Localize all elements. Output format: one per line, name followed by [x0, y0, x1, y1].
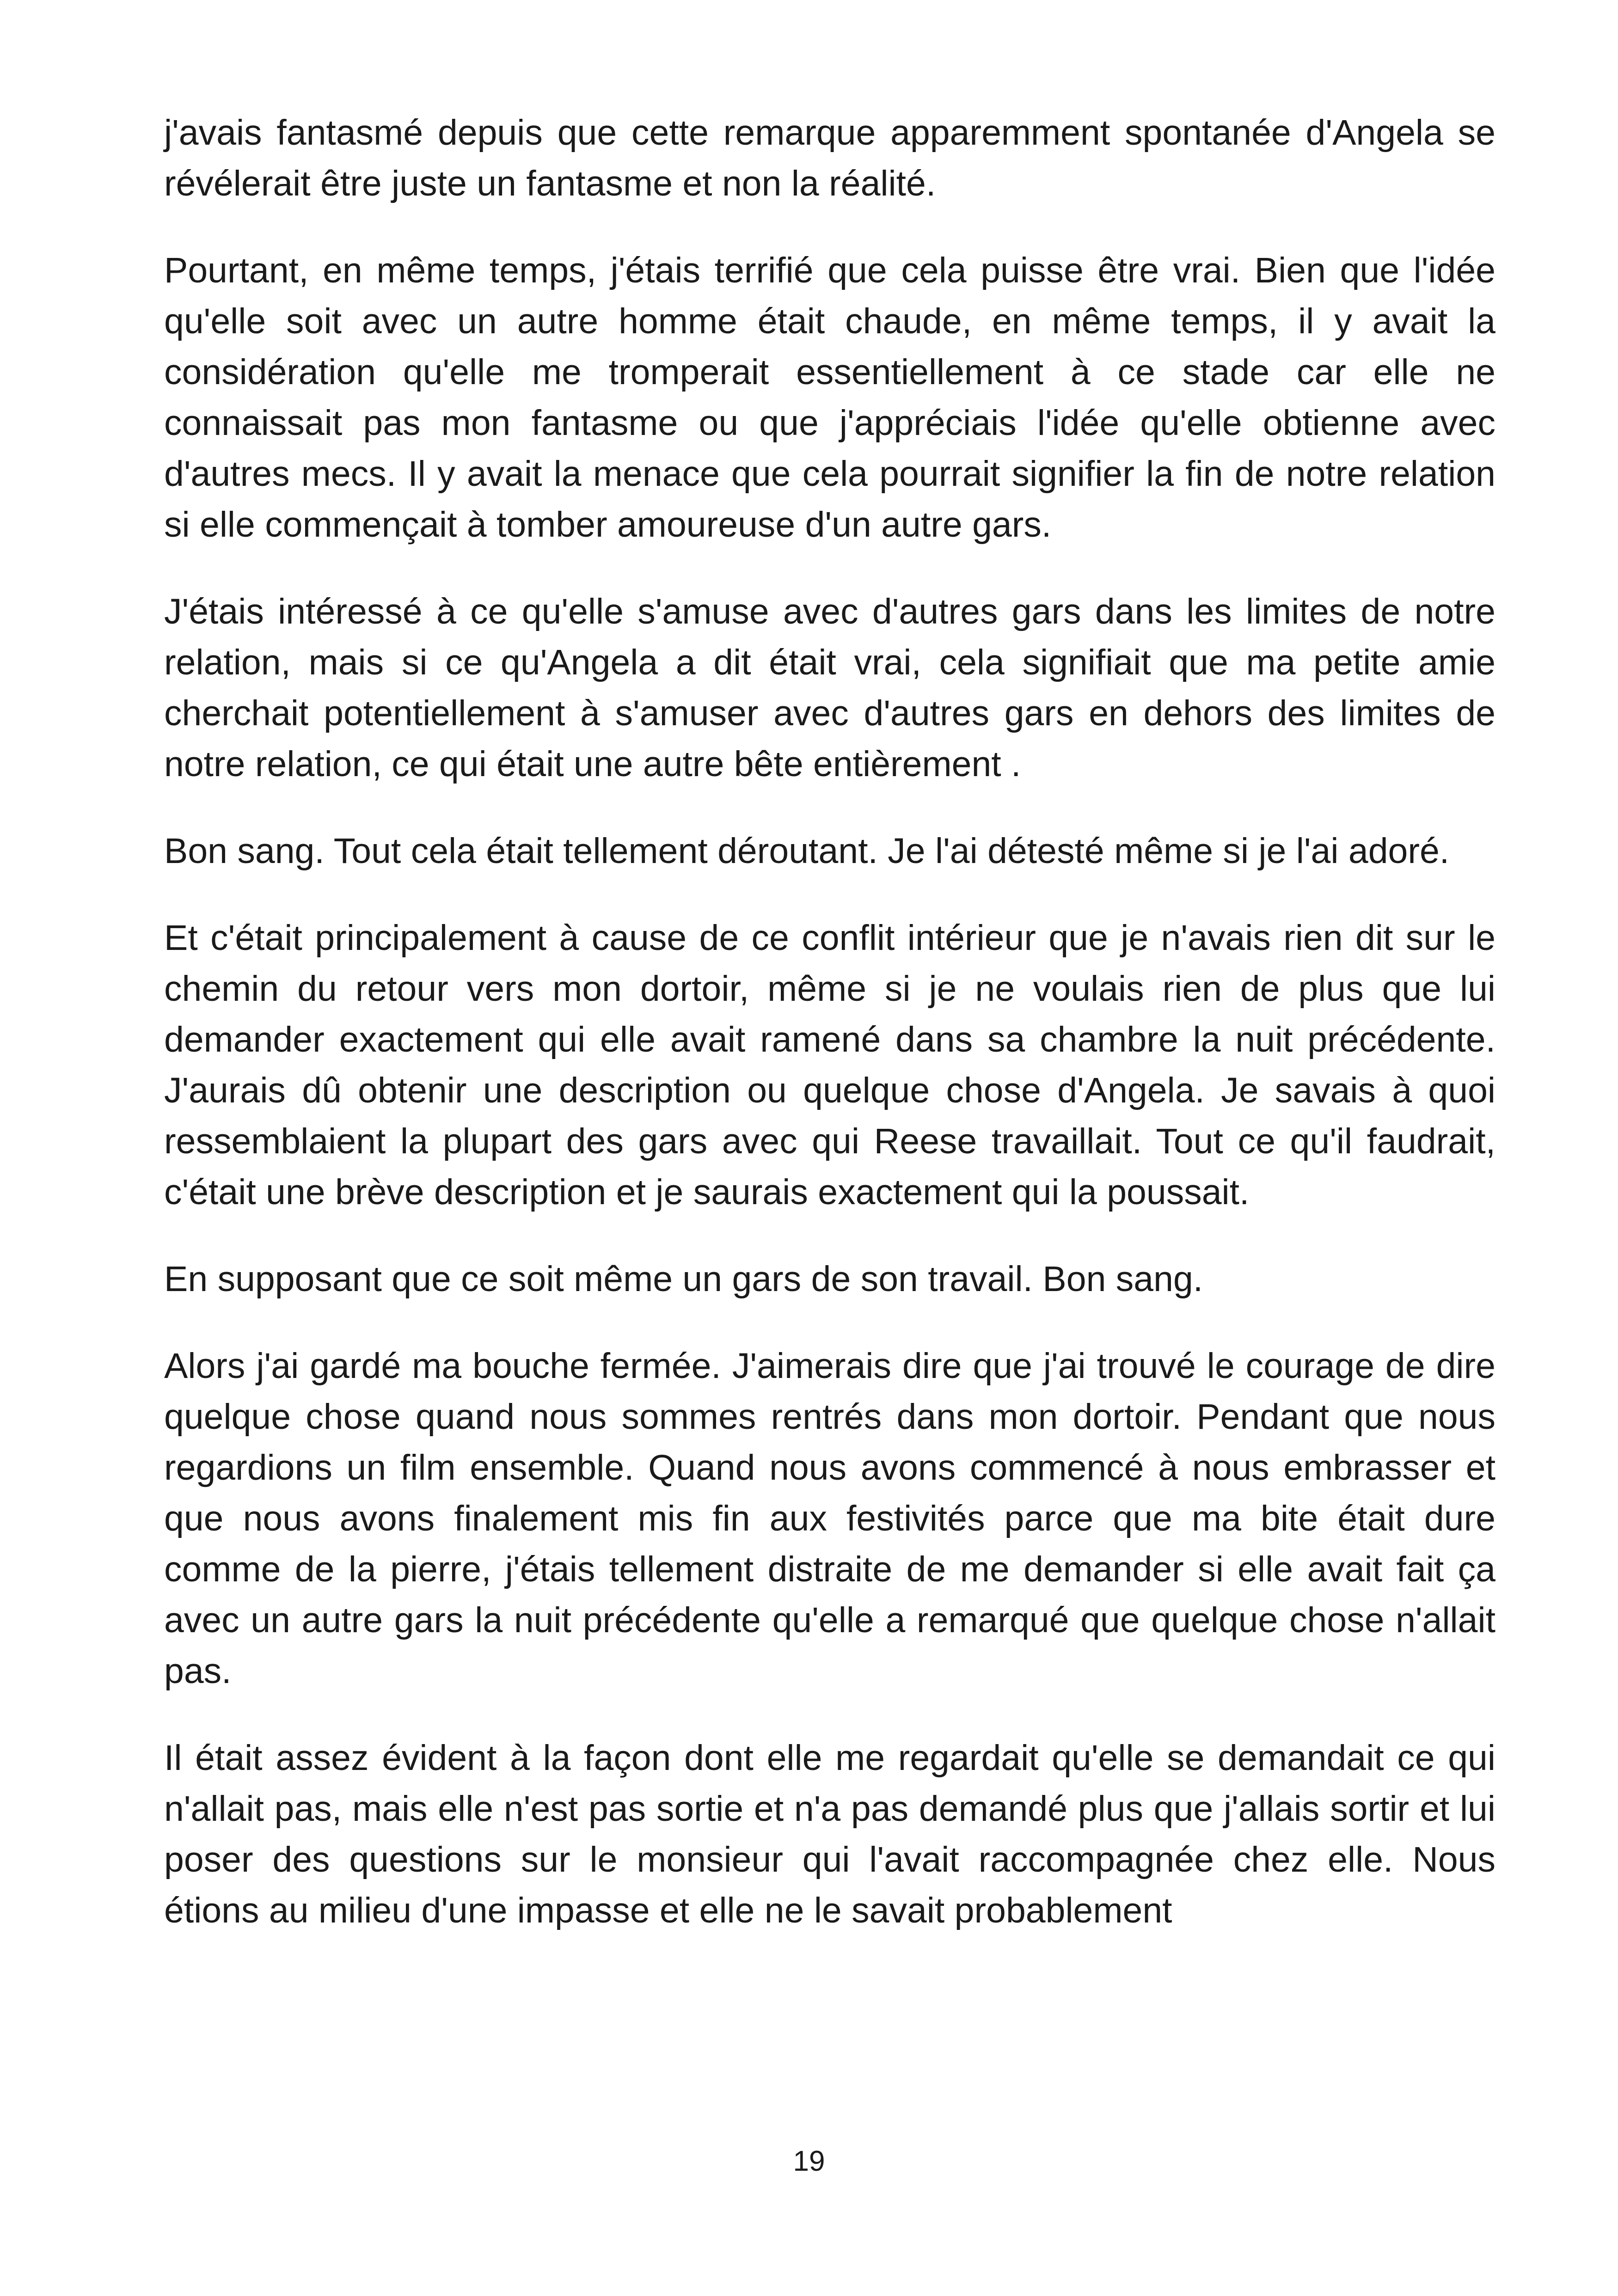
- paragraph: Bon sang. Tout cela était tellement déroutant. Je l'ai détesté même si je l'ai adoré.: [164, 831, 1450, 871]
- paragraph: Alors j'ai gardé ma bouche fermée. J'aimerais dire que j'ai trouvé le courage de dire quelque chose quand nous sommes rentrés dans mon dortoir. Pendant que nous regardions un film ensemble. Quand nous avons commencé à nous embrasser et que nous avons finalement mis fin aux festivités parce que ma bite était dure comme de la pierre, j'étais tellement distraite de me demander si elle avait fait ça avec un autre gars la nuit précédente qu'elle a remarqué que quelque chose n'allait pas.: [164, 1346, 1495, 1691]
- paragraph: Il était assez évident à la façon dont elle me regardait qu'elle se demandait ce qui n'allait pas, mais elle n'est pas sortie et n'a pas demandé plus que j'allais sortir et lui poser des questions sur le monsieur qui l'avait raccompagnée chez elle. Nous étions au milieu d'une impasse et elle ne le savait probablement: [164, 1738, 1495, 1930]
- paragraph: En supposant que ce soit même un gars de son travail. Bon sang.: [164, 1259, 1203, 1299]
- body-text: [164, 107, 1495, 1972]
- paragraph: Et c'était principalement à cause de ce conflit intérieur que je n'avais rien dit sur le chemin du retour vers mon dortoir, même si je ne voulais rien de plus que lui demander exactement qui elle avait ramené dans sa chambre la nuit précédente. J'aurais dû obtenir une description ou quelque chose d'Angela. Je savais à quoi ressemblaient la plupart des gars avec qui Reese travaillait. Tout ce qu'il faudrait, c'était une brève description et je saurais exactement qui la poussait.: [164, 918, 1495, 1212]
- paragraph: Pourtant, en même temps, j'étais terrifié que cela puisse être vrai. Bien que l'idée qu'elle soit avec un autre homme était chaude, en même temps, il y avait la considération qu'elle me tromperait essentiellement à ce stade car elle ne connaissait pas mon fantasme ou que j'appréciais l'idée qu'elle obtienne avec d'autres mecs. Il y avait la menace que cela pourrait signifier la fin de notre relation si elle commençait à tomber amoureuse d'un autre gars.: [164, 251, 1495, 545]
- paragraph: J'étais intéressé à ce qu'elle s'amuse avec d'autres gars dans les limites de notre relation, mais si ce qu'Angela a dit était vrai, cela signifiait que ma petite amie cherchait potentiellement à s'amuser avec d'autres gars en dehors des limites de notre relation, ce qui était une autre bête entièrement .: [164, 592, 1495, 784]
- paragraph: j'avais fantasmé depuis que cette remarque apparemment spontanée d'Angela se révélerait être juste un fantasme et non la réalité.: [164, 113, 1495, 203]
- page-number: 19: [793, 2145, 825, 2177]
